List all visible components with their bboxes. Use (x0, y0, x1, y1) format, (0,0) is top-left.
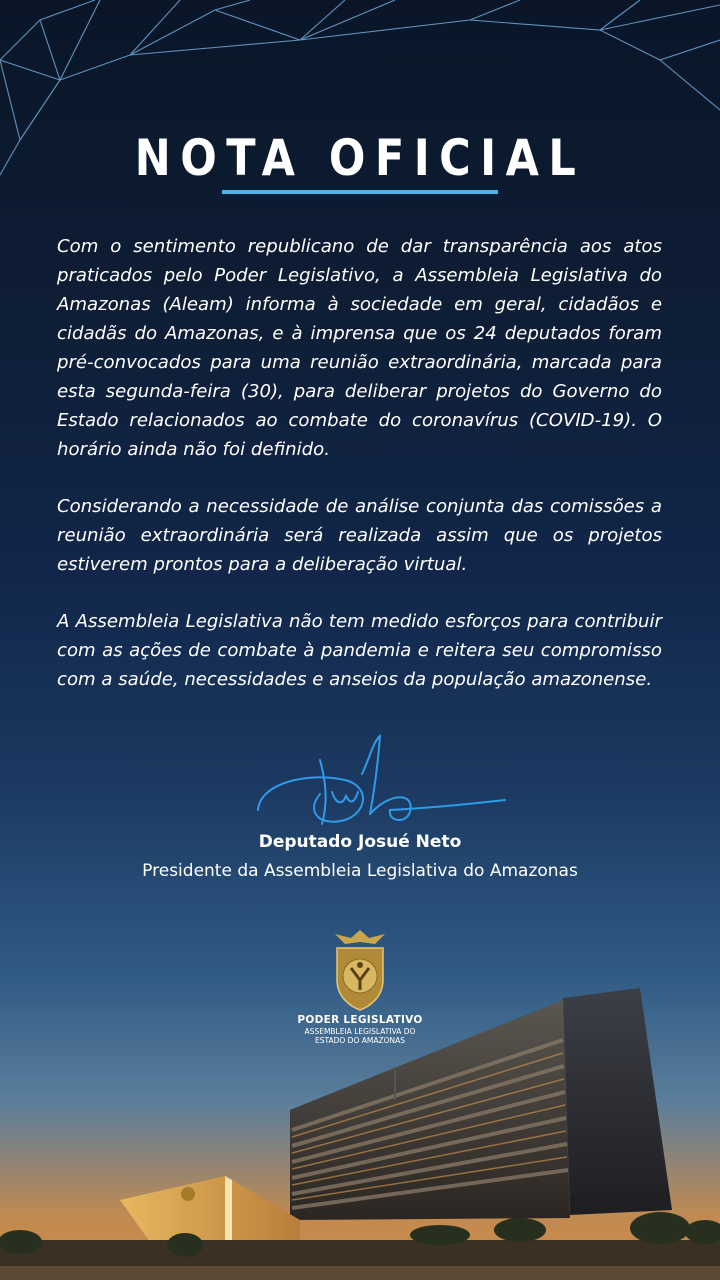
paragraph-1: Com o sentimento republicano de dar transparência aos atos praticados pelo Poder Legislativo, a Assembleia Legislativa do Amazonas (Aleam) informa à sociedade em geral, cidadãos e cidadãs do Amazonas, e à imprensa que os 24 deputados foram pré-convocados para uma reunião extraordinária, marcada para esta segunda-feira (30), para deliberar projetos do Governo do Estado relacionados ao combate do coronavírus (COVID-19). O horário ainda não foi definido. (57, 236, 662, 460)
logo-title: PODER LEGISLATIVO (297, 1014, 423, 1026)
signatory-role: Presidente da Assembleia Legislativa do Amazonas (142, 861, 578, 881)
title-underline (222, 190, 498, 194)
paragraph-2: Considerando a necessidade de análise conjunta das comissões a reunião extraordinária será realizada assim que os projetos estiverem prontos para a deliberação virtual. (57, 496, 662, 575)
page-title: NOTA OFICIAL (134, 129, 586, 187)
logo-subtitle-line1: ASSEMBLEIA LEGISLATIVA DO (304, 1027, 416, 1036)
logo-subtitle-line2: ESTADO DO AMAZONAS (314, 1036, 406, 1045)
assembly-coat-of-arms-emblem (325, 928, 395, 1012)
signatory-name: Deputado Josué Neto (258, 832, 462, 852)
paragraph-3: A Assembleia Legislativa não tem medido esforços para contribuir com as ações de combate à pandemia e reitera seu compromisso com a saúde, necessidades e anseios da população amazonense. (57, 611, 662, 690)
note-body (57, 232, 662, 722)
legislative-power-logo (0, 1014, 720, 1045)
handwritten-signature (250, 732, 512, 842)
